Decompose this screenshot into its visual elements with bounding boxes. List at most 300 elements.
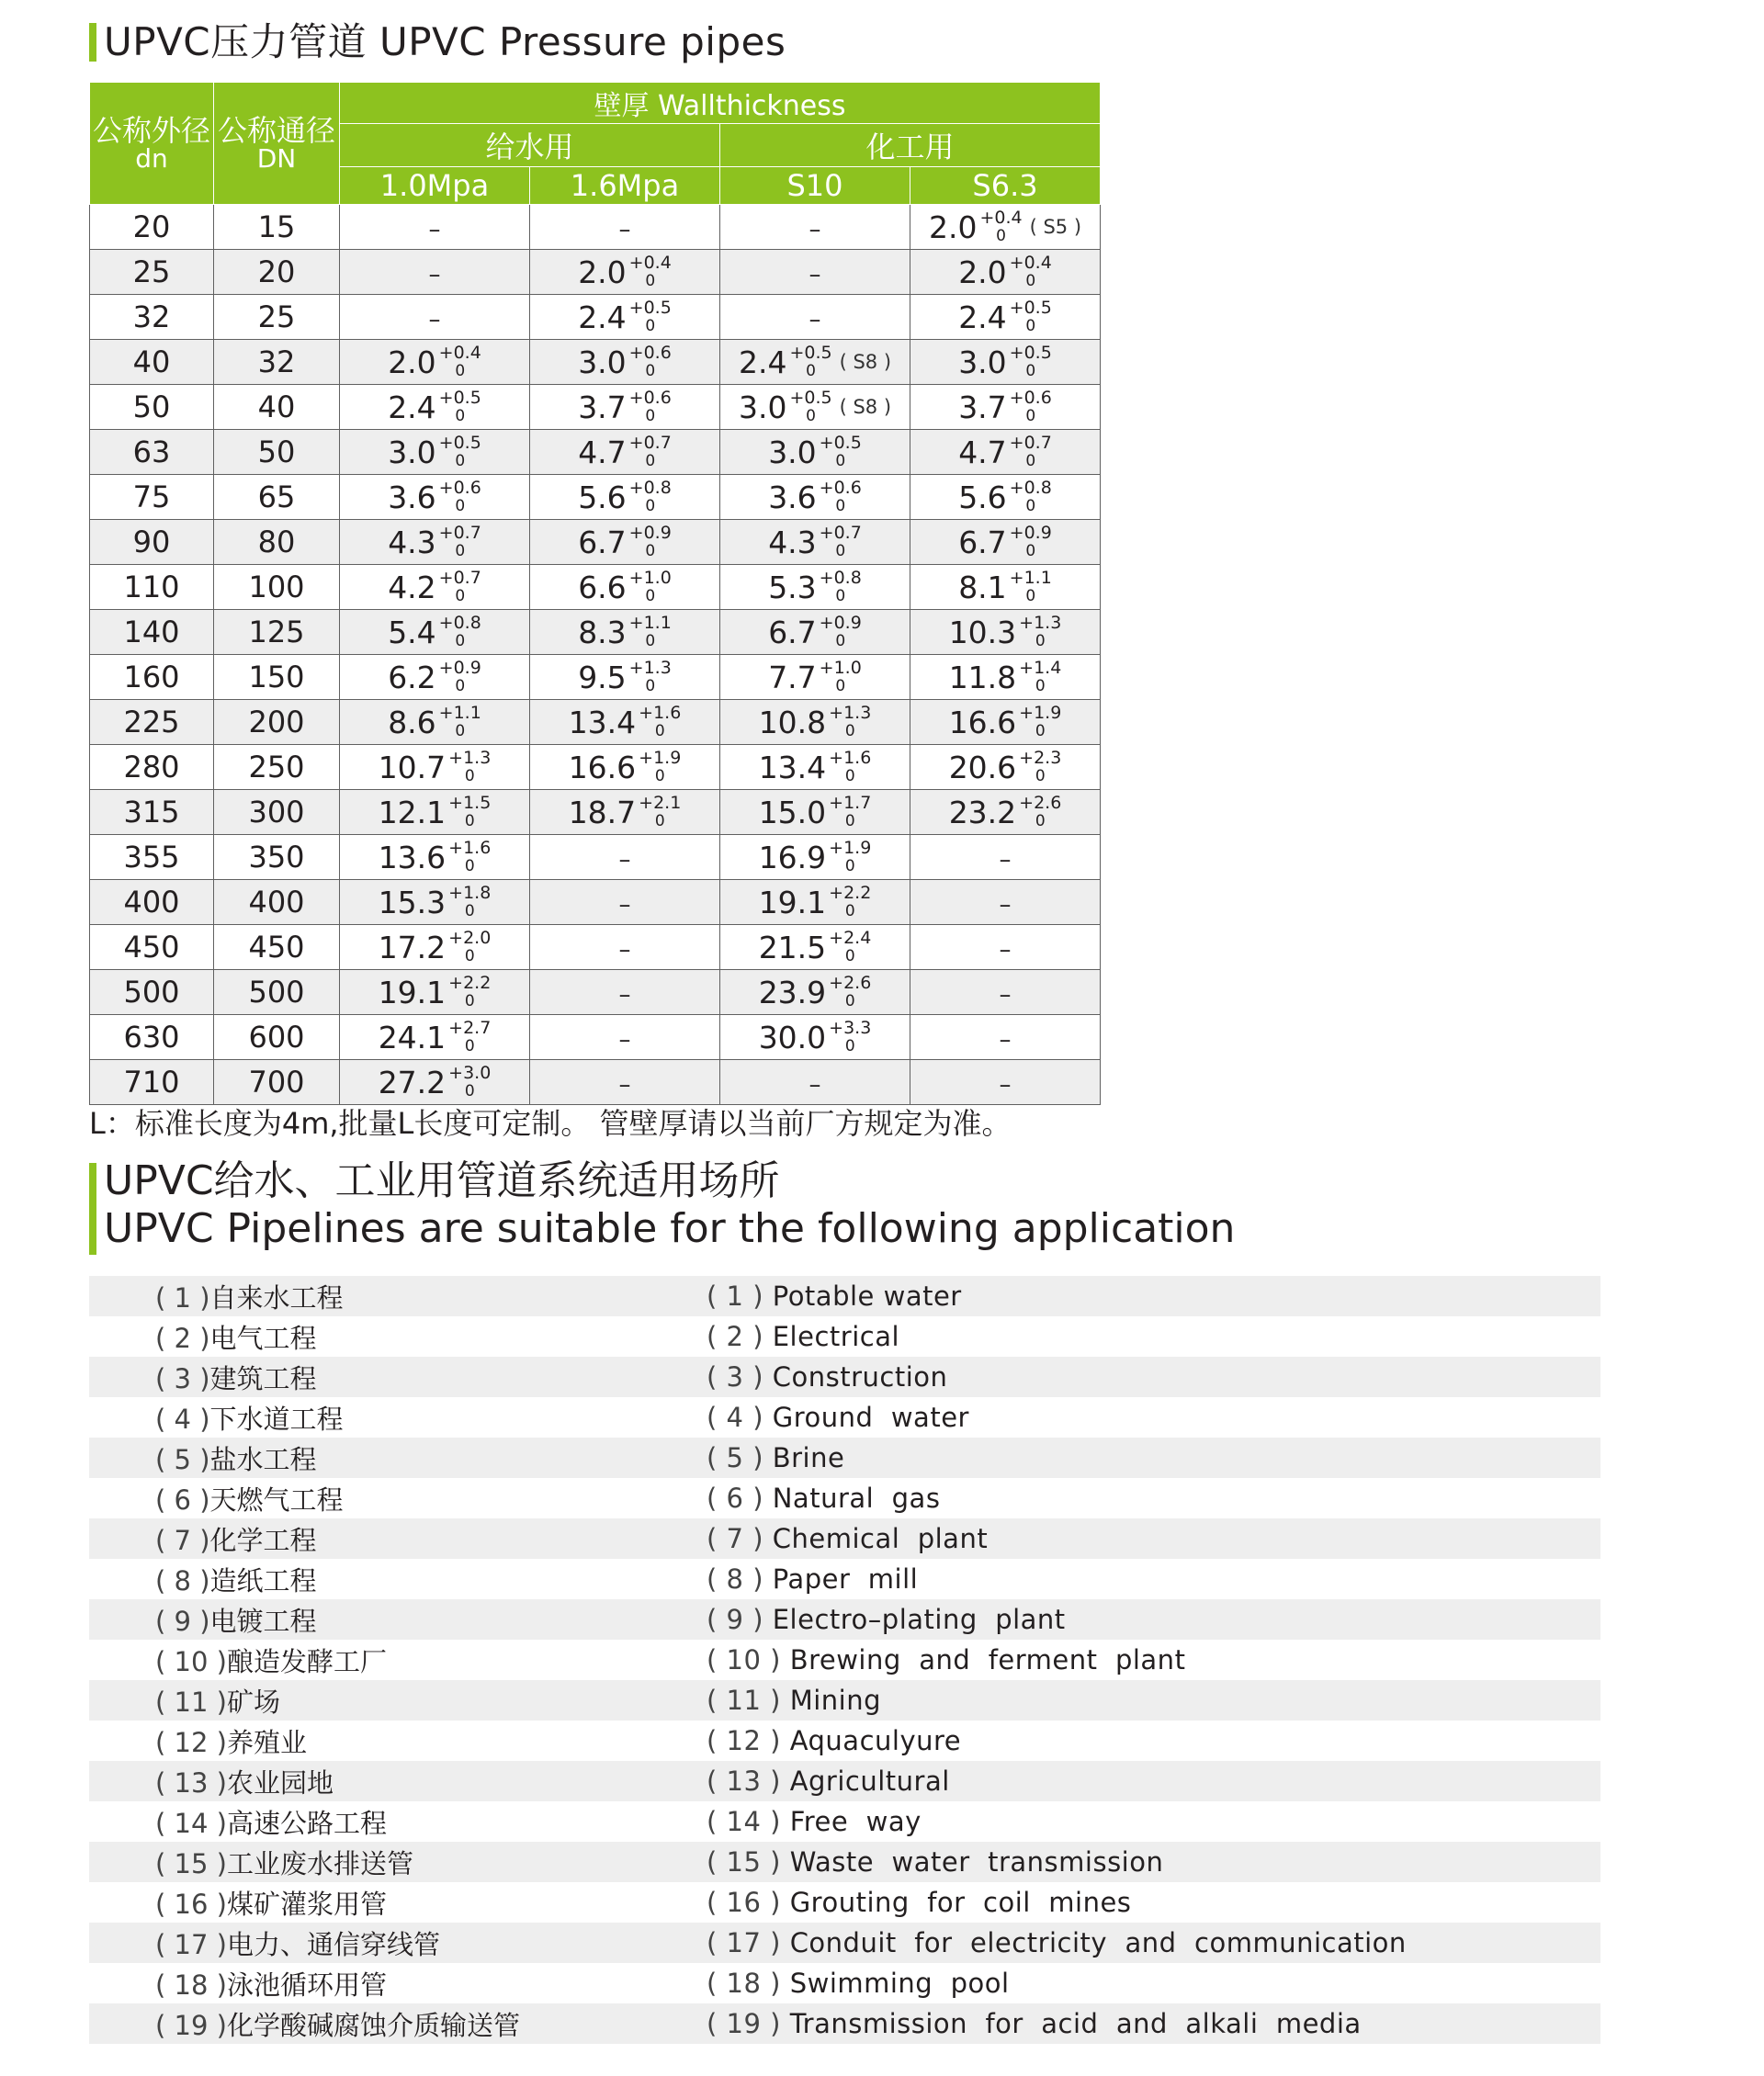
applications-heading (89, 1157, 1235, 1253)
application-cn (89, 1601, 707, 1639)
tolerance (629, 299, 672, 335)
thickness-number: 6.7 (958, 524, 1007, 560)
thickness-value (388, 659, 481, 695)
tolerance (789, 344, 831, 380)
tolerance-lower: 0 (835, 587, 846, 605)
cell-wall-thickness (910, 1015, 1101, 1060)
application-index: ( 19 ) (707, 2008, 781, 2039)
tolerance-lower: 0 (464, 992, 475, 1010)
cell-outer-diameter: 110 (90, 565, 214, 610)
tolerance-upper: +0.7 (438, 523, 481, 543)
thickness-number: 2.0 (388, 344, 436, 380)
application-en-label: Brine (772, 1442, 845, 1473)
tolerance (629, 569, 672, 605)
cell-wall-thickness (530, 790, 720, 835)
tolerance (820, 479, 862, 515)
cell-nominal-diameter: 500 (214, 970, 340, 1015)
thickness-value (949, 704, 1062, 740)
application-en-label: Brewing and ferment plant (789, 1644, 1186, 1675)
tolerance (439, 614, 481, 650)
cell-wall-thickness (910, 610, 1101, 655)
cell-wall-thickness (530, 880, 720, 925)
cell-wall-thickness (720, 745, 910, 790)
tolerance-upper: +0.7 (1009, 433, 1052, 453)
tolerance-lower: 0 (835, 452, 846, 470)
tolerance-upper: +0.8 (819, 568, 862, 588)
tolerance-upper: +1.3 (829, 703, 872, 723)
cell-outer-diameter: 20 (90, 205, 214, 250)
tolerance (629, 524, 672, 560)
tolerance-upper: +2.1 (639, 793, 682, 813)
application-cn-label: 高速公路工程 (226, 1807, 387, 1839)
thickness-value (958, 479, 1052, 515)
cell-wall-thickness (910, 655, 1101, 700)
header-nominal-diameter (214, 83, 340, 205)
tolerance-lower: 0 (455, 632, 466, 650)
tolerance-upper: +2.2 (829, 883, 872, 903)
tolerance-upper: +0.5 (819, 433, 862, 453)
cell-wall-thickness (720, 1015, 910, 1060)
empty-dash: – (618, 891, 631, 919)
application-cn-label: 电力、通信穿线管 (226, 1928, 440, 1960)
title-heading (89, 18, 786, 66)
series-note: ( S8 ) (839, 396, 892, 418)
thickness-number: 30.0 (758, 1019, 827, 1055)
tolerance (629, 434, 672, 470)
tolerance-lower: 0 (645, 317, 656, 335)
thickness-number: 11.8 (948, 659, 1017, 695)
tolerance-upper: +0.9 (438, 658, 481, 678)
table-row (90, 205, 1101, 250)
thickness-value (958, 344, 1052, 380)
tolerance (439, 524, 481, 560)
thickness-number: 7.7 (768, 659, 817, 695)
thickness-number: 10.3 (948, 614, 1017, 650)
cell-wall-thickness (530, 475, 720, 520)
tolerance (448, 794, 491, 830)
tolerance-lower: 0 (844, 767, 855, 785)
tolerance-upper: +1.1 (1009, 568, 1052, 588)
tolerance-lower: 0 (654, 767, 665, 785)
thickness-number: 12.1 (378, 794, 447, 830)
thickness-value (958, 299, 1052, 335)
applications-list (89, 1276, 1600, 2044)
tolerance (1010, 254, 1052, 290)
thickness-value (739, 344, 891, 380)
cell-outer-diameter: 280 (90, 745, 214, 790)
application-en (707, 1887, 1131, 1918)
application-cn (89, 1480, 707, 1518)
thickness-value (388, 344, 481, 380)
thickness-number: 3.0 (578, 344, 627, 380)
cell-outer-diameter: 225 (90, 700, 214, 745)
thickness-value (578, 479, 672, 515)
tolerance (629, 614, 672, 650)
thickness-number: 8.6 (388, 704, 436, 740)
tolerance-upper: +1.9 (639, 748, 682, 768)
list-item (89, 1316, 1600, 1357)
thickness-number: 20.6 (948, 749, 1017, 785)
thickness-value (379, 1019, 492, 1055)
thickness-value (569, 794, 682, 830)
application-en-label: Free way (789, 1806, 922, 1837)
tolerance-lower: 0 (654, 722, 665, 740)
tolerance-lower: 0 (645, 542, 656, 560)
tolerance-lower: 0 (464, 902, 475, 920)
application-cn (89, 1561, 707, 1598)
tolerance-upper: +0.5 (1009, 298, 1052, 318)
tolerance-upper: +1.1 (628, 613, 672, 633)
application-index: ( 9 ) (155, 1605, 210, 1637)
tolerance-upper: +0.7 (819, 523, 862, 543)
thickness-number: 15.0 (758, 794, 827, 830)
thickness-value (929, 209, 1081, 245)
cell-nominal-diameter: 700 (214, 1060, 340, 1105)
cell-wall-thickness (910, 970, 1101, 1015)
thickness-value (958, 434, 1052, 470)
application-en (707, 1968, 1010, 1999)
thickness-number: 21.5 (758, 929, 827, 965)
header-water-supply: 给水用 (340, 124, 720, 167)
list-item (89, 1882, 1600, 1923)
tolerance-lower: 0 (844, 857, 855, 875)
thickness-value (759, 929, 872, 965)
application-index: ( 15 ) (707, 1846, 781, 1878)
header-nominal-diameter-cn: 公称通径 (217, 113, 335, 148)
cell-wall-thickness (340, 205, 530, 250)
thickness-number: 3.6 (388, 479, 436, 515)
application-index: ( 16 ) (707, 1887, 781, 1918)
thickness-value (388, 704, 481, 740)
application-index: ( 3 ) (707, 1361, 764, 1393)
cell-wall-thickness (340, 520, 530, 565)
list-item (89, 1801, 1600, 1842)
thickness-number: 24.1 (378, 1019, 447, 1055)
tolerance-lower: 0 (806, 407, 816, 425)
tolerance-upper: +2.0 (448, 928, 492, 948)
cell-wall-thickness (720, 295, 910, 340)
list-item (89, 1478, 1600, 1518)
empty-dash: – (428, 306, 441, 333)
thickness-number: 2.0 (928, 209, 978, 245)
tolerance (448, 929, 491, 965)
empty-dash: – (428, 216, 441, 243)
application-index: ( 14 ) (707, 1806, 781, 1837)
thickness-number: 13.6 (378, 839, 447, 875)
thickness-value (949, 749, 1062, 785)
thickness-value (759, 794, 872, 830)
tolerance (829, 1019, 871, 1055)
thickness-number: 9.5 (578, 659, 627, 695)
application-cn (89, 1924, 707, 1962)
table-row (90, 700, 1101, 745)
thickness-value (958, 569, 1052, 605)
thickness-number: 3.7 (958, 389, 1007, 425)
thickness-number: 4.7 (578, 434, 627, 470)
application-index: ( 1 ) (155, 1281, 210, 1314)
tolerance-upper: +1.6 (448, 838, 492, 858)
tolerance (1010, 434, 1052, 470)
cell-wall-thickness (340, 250, 530, 295)
thickness-value (379, 794, 492, 830)
header-outer-diameter-en: dn (135, 143, 168, 174)
table-row (90, 790, 1101, 835)
application-index: ( 10 ) (707, 1644, 781, 1675)
application-en-label: Potable water (772, 1281, 962, 1312)
cell-outer-diameter: 25 (90, 250, 214, 295)
tolerance-lower: 0 (455, 362, 466, 380)
tolerance (448, 1064, 491, 1100)
thickness-value (768, 524, 862, 560)
tolerance (639, 749, 681, 785)
cell-nominal-diameter: 65 (214, 475, 340, 520)
tolerance-upper: +0.9 (819, 613, 862, 633)
application-en-label: Paper mill (772, 1563, 919, 1595)
cell-wall-thickness (910, 565, 1101, 610)
cell-wall-thickness (530, 250, 720, 295)
cell-wall-thickness (340, 655, 530, 700)
application-en-label: Natural gas (772, 1483, 941, 1514)
tolerance-lower: 0 (835, 632, 846, 650)
thickness-value (759, 1019, 872, 1055)
cell-outer-diameter: 710 (90, 1060, 214, 1105)
thickness-number: 4.2 (388, 569, 436, 605)
cell-wall-thickness (720, 970, 910, 1015)
cell-nominal-diameter: 450 (214, 925, 340, 970)
table-row (90, 250, 1101, 295)
tolerance-upper: +0.4 (438, 343, 481, 363)
thickness-value (569, 704, 682, 740)
thickness-value (578, 344, 672, 380)
thickness-number: 4.3 (768, 524, 817, 560)
list-item (89, 1559, 1600, 1599)
thickness-value (958, 389, 1052, 425)
thickness-number: 8.3 (578, 614, 627, 650)
empty-dash: – (808, 1071, 821, 1099)
thickness-value (388, 524, 481, 560)
application-en (707, 1927, 1407, 1958)
cell-nominal-diameter: 100 (214, 565, 340, 610)
application-en-label: Swimming pool (789, 1968, 1010, 1999)
thickness-number: 5.6 (958, 479, 1007, 515)
list-item (89, 1923, 1600, 1963)
application-en-label: Construction (772, 1361, 948, 1393)
cell-wall-thickness (340, 970, 530, 1015)
cell-outer-diameter: 40 (90, 340, 214, 385)
cell-wall-thickness (530, 205, 720, 250)
cell-wall-thickness (910, 790, 1101, 835)
thickness-value (388, 479, 481, 515)
tolerance-lower: 0 (835, 542, 846, 560)
cell-nominal-diameter: 32 (214, 340, 340, 385)
tolerance (1010, 524, 1052, 560)
table-body (90, 205, 1101, 1105)
thickness-number: 2.4 (738, 344, 787, 380)
pressure-pipe-table (89, 82, 1101, 1105)
tolerance-upper: +0.7 (628, 433, 672, 453)
thickness-value (578, 569, 672, 605)
tolerance-lower: 0 (1035, 677, 1046, 695)
thickness-value (578, 299, 672, 335)
thickness-number: 10.8 (758, 704, 827, 740)
thickness-value (379, 749, 492, 785)
tolerance-lower: 0 (645, 497, 656, 515)
thickness-value (759, 839, 872, 875)
table-row (90, 340, 1101, 385)
tolerance-lower: 0 (1025, 497, 1036, 515)
cell-wall-thickness (720, 1060, 910, 1105)
cell-nominal-diameter: 600 (214, 1015, 340, 1060)
cell-outer-diameter: 140 (90, 610, 214, 655)
tolerance-upper: +0.6 (438, 478, 481, 498)
tolerance (1019, 614, 1061, 650)
tolerance-lower: 0 (455, 587, 466, 605)
application-en-label: Mining (789, 1685, 881, 1716)
application-index: ( 10 ) (155, 1645, 227, 1677)
cell-wall-thickness (530, 925, 720, 970)
application-cn-label: 自来水工程 (209, 1281, 344, 1314)
application-cn (89, 1722, 707, 1760)
application-en-label: Agricultural (789, 1766, 950, 1797)
tolerance-lower: 0 (844, 1037, 855, 1055)
tolerance-lower: 0 (645, 587, 656, 605)
application-cn-label: 化学工程 (209, 1524, 317, 1556)
application-cn (89, 1439, 707, 1477)
cell-nominal-diameter: 15 (214, 205, 340, 250)
empty-dash: – (999, 846, 1012, 874)
cell-wall-thickness (720, 430, 910, 475)
thickness-value (759, 749, 872, 785)
tolerance-upper: +0.5 (1009, 343, 1052, 363)
table-row (90, 835, 1101, 880)
application-cn (89, 1803, 707, 1841)
tolerance (1010, 479, 1052, 515)
cell-outer-diameter: 500 (90, 970, 214, 1015)
list-item (89, 1640, 1600, 1680)
cell-wall-thickness (910, 430, 1101, 475)
tolerance-upper: +0.6 (819, 478, 862, 498)
list-item (89, 1761, 1600, 1801)
application-cn-label: 电气工程 (209, 1322, 317, 1354)
tolerance-upper: +0.4 (979, 208, 1023, 228)
thickness-number: 3.7 (578, 389, 627, 425)
tolerance (1010, 389, 1052, 425)
thickness-value (379, 974, 492, 1010)
cell-wall-thickness (910, 880, 1101, 925)
tolerance (439, 704, 481, 740)
tolerance (629, 389, 672, 425)
cell-wall-thickness (340, 610, 530, 655)
tolerance-upper: +2.3 (1019, 748, 1062, 768)
thickness-number: 13.4 (758, 749, 827, 785)
cell-wall-thickness (910, 250, 1101, 295)
tolerance-lower: 0 (1025, 452, 1036, 470)
empty-dash: – (999, 1026, 1012, 1054)
application-en (707, 1442, 844, 1473)
tolerance (448, 884, 491, 920)
tolerance-lower: 0 (455, 542, 466, 560)
table-row (90, 385, 1101, 430)
tolerance-lower: 0 (464, 947, 475, 965)
cell-nominal-diameter: 125 (214, 610, 340, 655)
tolerance (829, 839, 871, 875)
application-index: ( 8 ) (707, 1563, 764, 1595)
table-row (90, 475, 1101, 520)
tolerance-lower: 0 (645, 407, 656, 425)
tolerance (1019, 794, 1061, 830)
cell-wall-thickness (340, 295, 530, 340)
header-nominal-diameter-en: DN (256, 143, 297, 174)
tolerance (629, 479, 672, 515)
cell-wall-thickness (340, 835, 530, 880)
thickness-value (949, 614, 1062, 650)
table-row (90, 655, 1101, 700)
cell-nominal-diameter: 150 (214, 655, 340, 700)
application-index: ( 3 ) (155, 1362, 210, 1394)
cell-wall-thickness (910, 295, 1101, 340)
cell-wall-thickness (340, 475, 530, 520)
tolerance-lower: 0 (835, 677, 846, 695)
cell-outer-diameter: 63 (90, 430, 214, 475)
application-cn-label: 造纸工程 (209, 1564, 317, 1596)
tolerance-lower: 0 (464, 812, 475, 830)
tolerance-upper: +1.0 (819, 658, 862, 678)
cell-wall-thickness (910, 205, 1101, 250)
application-index: ( 11 ) (707, 1685, 781, 1716)
tolerance-upper: +0.5 (438, 388, 481, 408)
series-note: ( S5 ) (1029, 216, 1082, 238)
header-col-1-6mpa: 1.6Mpa (530, 167, 720, 205)
cell-wall-thickness (340, 745, 530, 790)
application-index: ( 15 ) (155, 1847, 227, 1879)
thickness-value (379, 929, 492, 965)
tolerance-lower: 0 (654, 812, 665, 830)
tolerance (829, 929, 871, 965)
tolerance (439, 569, 481, 605)
cell-wall-thickness (340, 565, 530, 610)
thickness-number: 4.7 (958, 434, 1007, 470)
thickness-number: 10.7 (378, 749, 447, 785)
header-outer-diameter (90, 83, 214, 205)
thickness-number: 2.0 (958, 254, 1007, 290)
series-note: ( S8 ) (839, 351, 892, 373)
thickness-value (759, 974, 872, 1010)
application-en-label: Electro–plating plant (772, 1604, 1066, 1635)
application-index: ( 13 ) (155, 1766, 227, 1799)
list-item (89, 1963, 1600, 2003)
application-index: ( 12 ) (707, 1725, 781, 1756)
tolerance-lower: 0 (835, 497, 846, 515)
thickness-number: 13.4 (568, 704, 637, 740)
tolerance-upper: +0.5 (789, 388, 832, 408)
thickness-number: 5.6 (578, 479, 627, 515)
cell-nominal-diameter: 300 (214, 790, 340, 835)
tolerance (629, 254, 672, 290)
application-index: ( 5 ) (155, 1443, 210, 1475)
cell-wall-thickness (910, 340, 1101, 385)
application-cn (89, 1399, 707, 1437)
application-cn-label: 工业废水排送管 (226, 1847, 413, 1879)
cell-nominal-diameter: 350 (214, 835, 340, 880)
application-en-label: Chemical plant (772, 1523, 989, 1554)
thickness-value (759, 704, 872, 740)
cell-wall-thickness (720, 880, 910, 925)
application-en (707, 1806, 922, 1837)
tolerance-upper: +2.6 (1019, 793, 1062, 813)
cell-wall-thickness (910, 745, 1101, 790)
application-cn-label: 天燃气工程 (209, 1484, 344, 1516)
tolerance (448, 839, 491, 875)
